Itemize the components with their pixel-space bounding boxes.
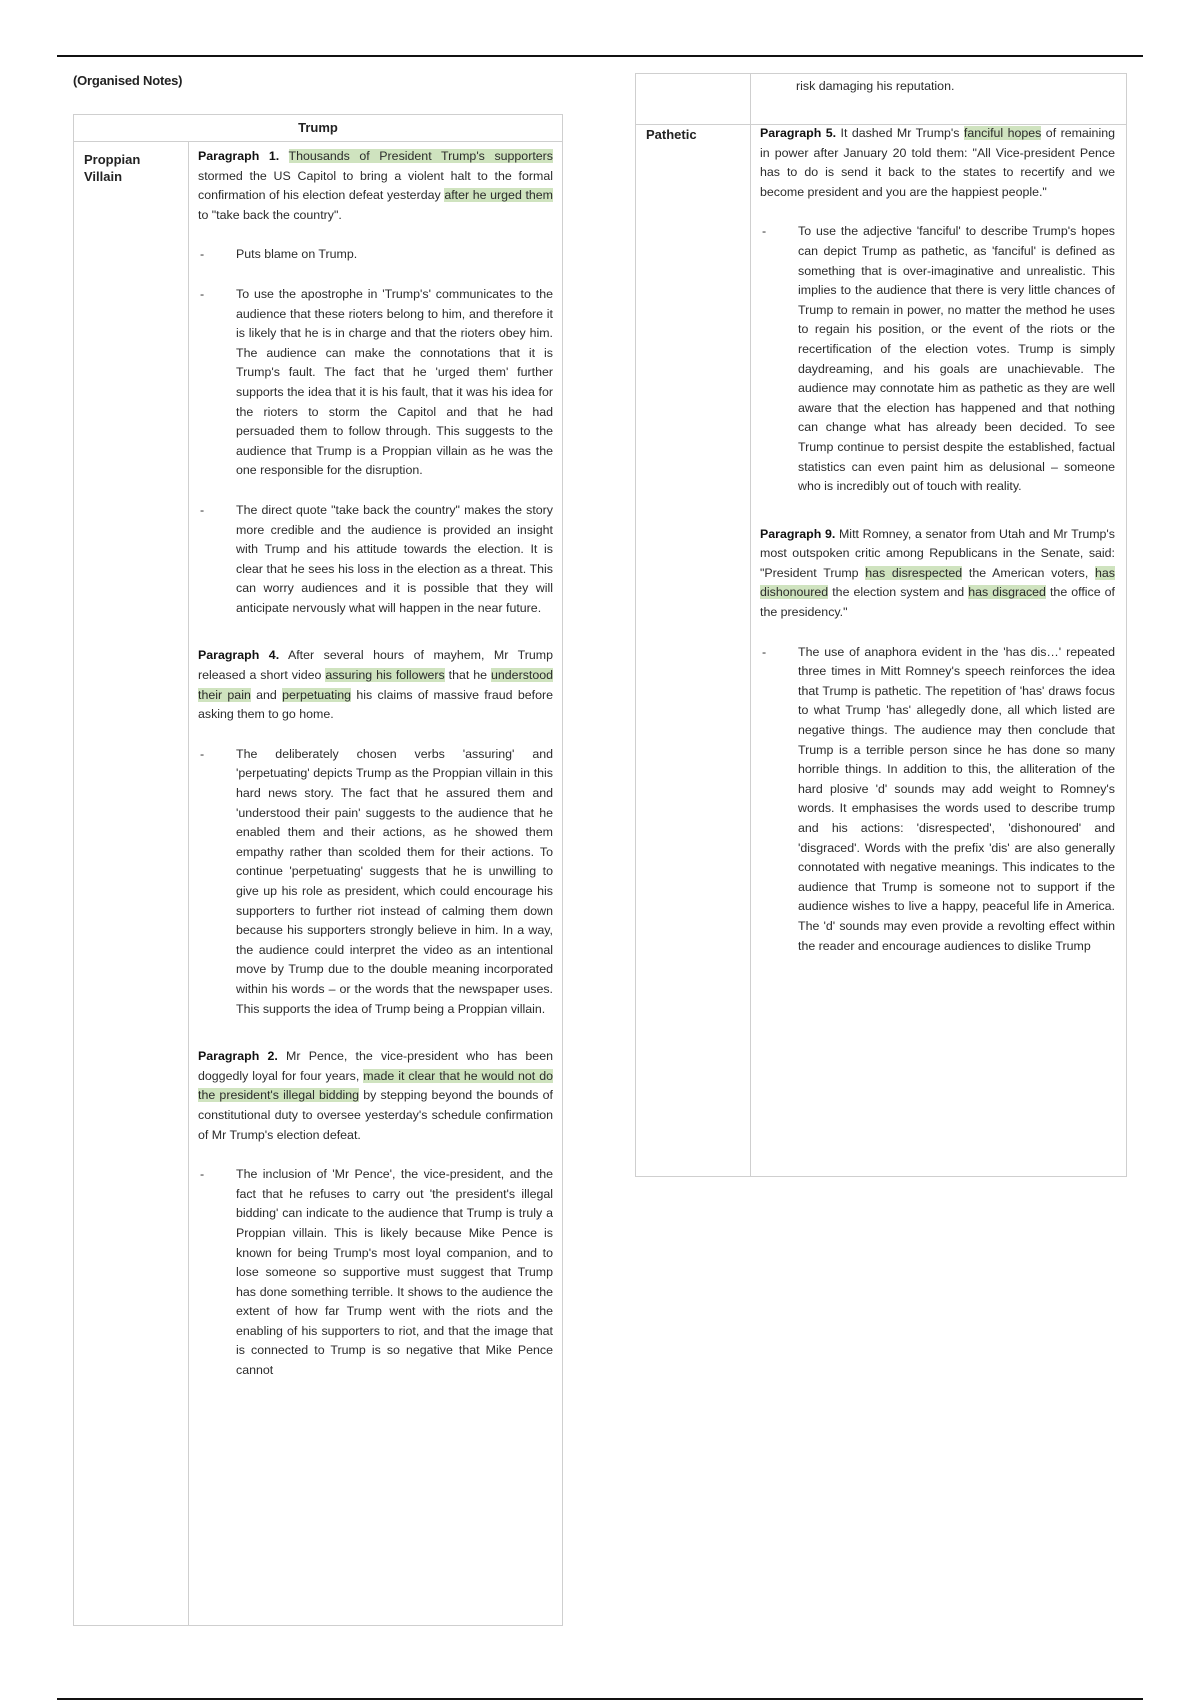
page-title: (Organised Notes) bbox=[73, 73, 183, 88]
paragraph-label: Paragraph 9. bbox=[760, 526, 836, 541]
highlighted-phrase: fanciful hopes bbox=[963, 126, 1042, 140]
bullet-text: The direct quote "take back the country" makes the story more credible and the audience is provided an insight with Trump and his attitude towards the election. It is clear that he sees his loss in the election as a threat. This can worry audiences and it is possible that they will anticipate nervously what will happen in the near future. bbox=[236, 502, 553, 615]
analysis-bullet bbox=[198, 745, 553, 1019]
quote-text: the office of the presidency." bbox=[760, 585, 1115, 620]
highlighted-phrase: Thousands of President Trump's supporters bbox=[288, 149, 553, 163]
category-column bbox=[636, 74, 751, 1176]
paragraph-label: Paragraph 4. bbox=[198, 648, 280, 663]
quote-text: Mr Pence, the vice-president who has been doggedly loyal for four years, bbox=[198, 1049, 553, 1083]
paragraph-label: Paragraph 5. bbox=[760, 126, 837, 140]
analysis-bullet bbox=[198, 501, 553, 619]
quote-text: by stepping beyond the bounds of constitutional duty to oversee yesterday's schedule confirmation of Mr Trump's election defeat. bbox=[198, 1088, 554, 1142]
analysis-bullet bbox=[198, 245, 553, 265]
paragraph-quote bbox=[198, 646, 553, 724]
quote-text: the election system and bbox=[828, 585, 969, 600]
analysis-bullet bbox=[198, 285, 553, 481]
highlighted-phrase: has disrespected bbox=[865, 565, 963, 580]
highlighted-phrase: has disgraced bbox=[968, 585, 1046, 600]
analysis-bullet bbox=[760, 643, 1115, 957]
quote-text: his claims of massive fraud before asking them to go home. bbox=[198, 687, 553, 722]
highlighted-phrase: after he urged them bbox=[444, 188, 554, 203]
category-label: Pathetic bbox=[646, 127, 697, 142]
bullet-dash: - bbox=[200, 1167, 205, 1182]
bullet-text: The inclusion of 'Mr Pence', the vice-president, and the fact that he refuses to carry out 'the president's illegal bidding' can indicate to the audience that Trump is truly a Proppian villain. This is likely because Mike Pence is known for being Trump's most loyal companion, and to lose someone so supportive must suggest that Trump has done something terrible. It shows to the audience the extent of how far Trump went with the riots and the enabling of his supporters to riot, and that the image that is connected to Trump is so negative that Mike Pence cannot bbox=[236, 1167, 553, 1378]
bullet-dash: - bbox=[762, 644, 767, 659]
left-table bbox=[73, 114, 563, 1626]
paragraph-label: Paragraph 1. bbox=[198, 149, 280, 163]
highlighted-phrase: has dishonoured bbox=[760, 565, 1115, 600]
paragraph-quote bbox=[760, 525, 1115, 623]
notes-cell bbox=[760, 124, 1115, 956]
category-column bbox=[74, 142, 189, 1625]
quote-text: to "take back the country". bbox=[198, 207, 342, 222]
paragraph-quote bbox=[198, 1047, 553, 1145]
paragraph-label: Paragraph 2. bbox=[198, 1049, 278, 1064]
highlighted-phrase: understood their pain bbox=[198, 668, 554, 702]
quote-text: of remaining in power after January 20 told them: "All Vice-president Pence has to do is send it back to the states to recertify and we become president and you are the happiest people." bbox=[760, 126, 1115, 199]
bullet-dash: - bbox=[200, 746, 205, 761]
analysis-bullet bbox=[198, 1165, 553, 1381]
bullet-dash: - bbox=[200, 247, 205, 262]
quote-text: that he bbox=[444, 668, 491, 683]
quote-text: the American voters, bbox=[962, 565, 1096, 580]
table-heading: Trump bbox=[74, 115, 562, 142]
top-rule bbox=[57, 55, 1143, 57]
bullet-text: The deliberately chosen verbs 'assuring' and 'perpetuating' depicts Trump as the Proppian villain in this hard news story. The fact that he assured them and 'understood their pain' suggests to the audience that he enabled them and their actions, as he showed them empathy rather than scolded them for their actions. To continue 'perpetuating' suggests that he is unwilling to give up his role as president, which could encourage his supporters to further riot instead of calming them down because his supporters strongly believe in him. In a way, the audience could interpret the video as an intentional move by Trump due to the double meaning incorporated within his words – or the words that the newspaper uses. This supports the idea of Trump being a Proppian villain. bbox=[236, 746, 553, 1016]
bullet-text: To use the apostrophe in 'Trump's' communicates to the audience that these rioters belong to him, and therefore it is likely that he is in charge and that the rioters obey him. The audience can make the connotations that it is Trump's fault. The fact that he 'urged them' further supports the idea that it is his fault, that it was his idea for the rioters to storm the Capitol and that he had persuaded them to follow through. This suggests to the audience that Trump is a Proppian villain as he was the one responsible for the disruption. bbox=[236, 286, 553, 478]
bullet-text: Puts blame on Trump. bbox=[236, 247, 358, 262]
highlighted-phrase: assuring his followers bbox=[325, 668, 445, 683]
highlighted-phrase: made it clear that he would not do the president's illegal bidding bbox=[198, 1068, 553, 1103]
quote-text: Mitt Romney, a senator from Utah and Mr Trump's most outspoken critic among Republicans in the Senate, said: "President Trump bbox=[760, 526, 1115, 580]
paragraph-quote bbox=[198, 147, 553, 225]
paragraph-quote bbox=[760, 124, 1115, 202]
quote-text bbox=[279, 149, 288, 163]
bullet-dash: - bbox=[200, 502, 205, 517]
quote-text: It dashed Mr Trump's bbox=[836, 126, 964, 140]
highlighted-phrase: perpetuating bbox=[282, 687, 352, 702]
notes-cell bbox=[198, 147, 553, 1381]
bullet-dash: - bbox=[200, 286, 205, 301]
bullet-dash: - bbox=[762, 224, 767, 239]
right-table bbox=[635, 73, 1127, 1177]
analysis-bullet bbox=[760, 222, 1115, 496]
quote-text: stormed the US Capitol to bring a violent halt to the formal confirmation of his election defeat yesterday bbox=[198, 168, 553, 203]
bullet-text: The use of anaphora evident in the 'has dis…' repeated three times in Mitt Romney's speech reinforces the idea that Trump is pathetic. The repetition of 'has' draws focus to what Trump 'has' allegedly done, all which listed are negative things. The audience may then conclude that Trump is a terrible person since he has done so many horrible things. In addition to this, the alliteration of the hard plosive 'd' sounds may add weight to Romney's words. It emphasises the words used to describe trump and his actions: 'disrespected', 'dishonoured' and 'disgraced'. Words with the prefix 'dis' are also generally connotated with negative meanings. This indicates to the audience that Trump is someone not to support if the audience wishes to live a happy, peaceful life in America. The 'd' sounds may even provide a revolting effect within the reader and encourage audiences to dislike Trump bbox=[798, 644, 1115, 953]
category-label: Proppian Villain bbox=[84, 152, 141, 184]
continuation-text: risk damaging his reputation. bbox=[796, 79, 955, 93]
quote-text: and bbox=[250, 687, 283, 702]
quote-text: After several hours of mayhem, Mr Trump released a short video bbox=[198, 648, 553, 683]
bullet-text: To use the adjective 'fanciful' to describe Trump's hopes can depict Trump as pathetic, as 'fanciful' is defined as something that is over-imaginative and unrealistic. This implies to the audience that there is very little chances of Trump to remain in power, no matter the method he uses to regain his position, or the event of the riots or the recertification of the election votes. Trump is simply daydreaming, and his goals are unachievable. The audience may connotate him as pathetic as they are well aware that the election has happened and that nothing can change what has already been decided. To see Trump continue to persist despite the established, factual statistics can even paint him as delusional – someone who is incredibly out of touch with reality. bbox=[798, 224, 1115, 494]
